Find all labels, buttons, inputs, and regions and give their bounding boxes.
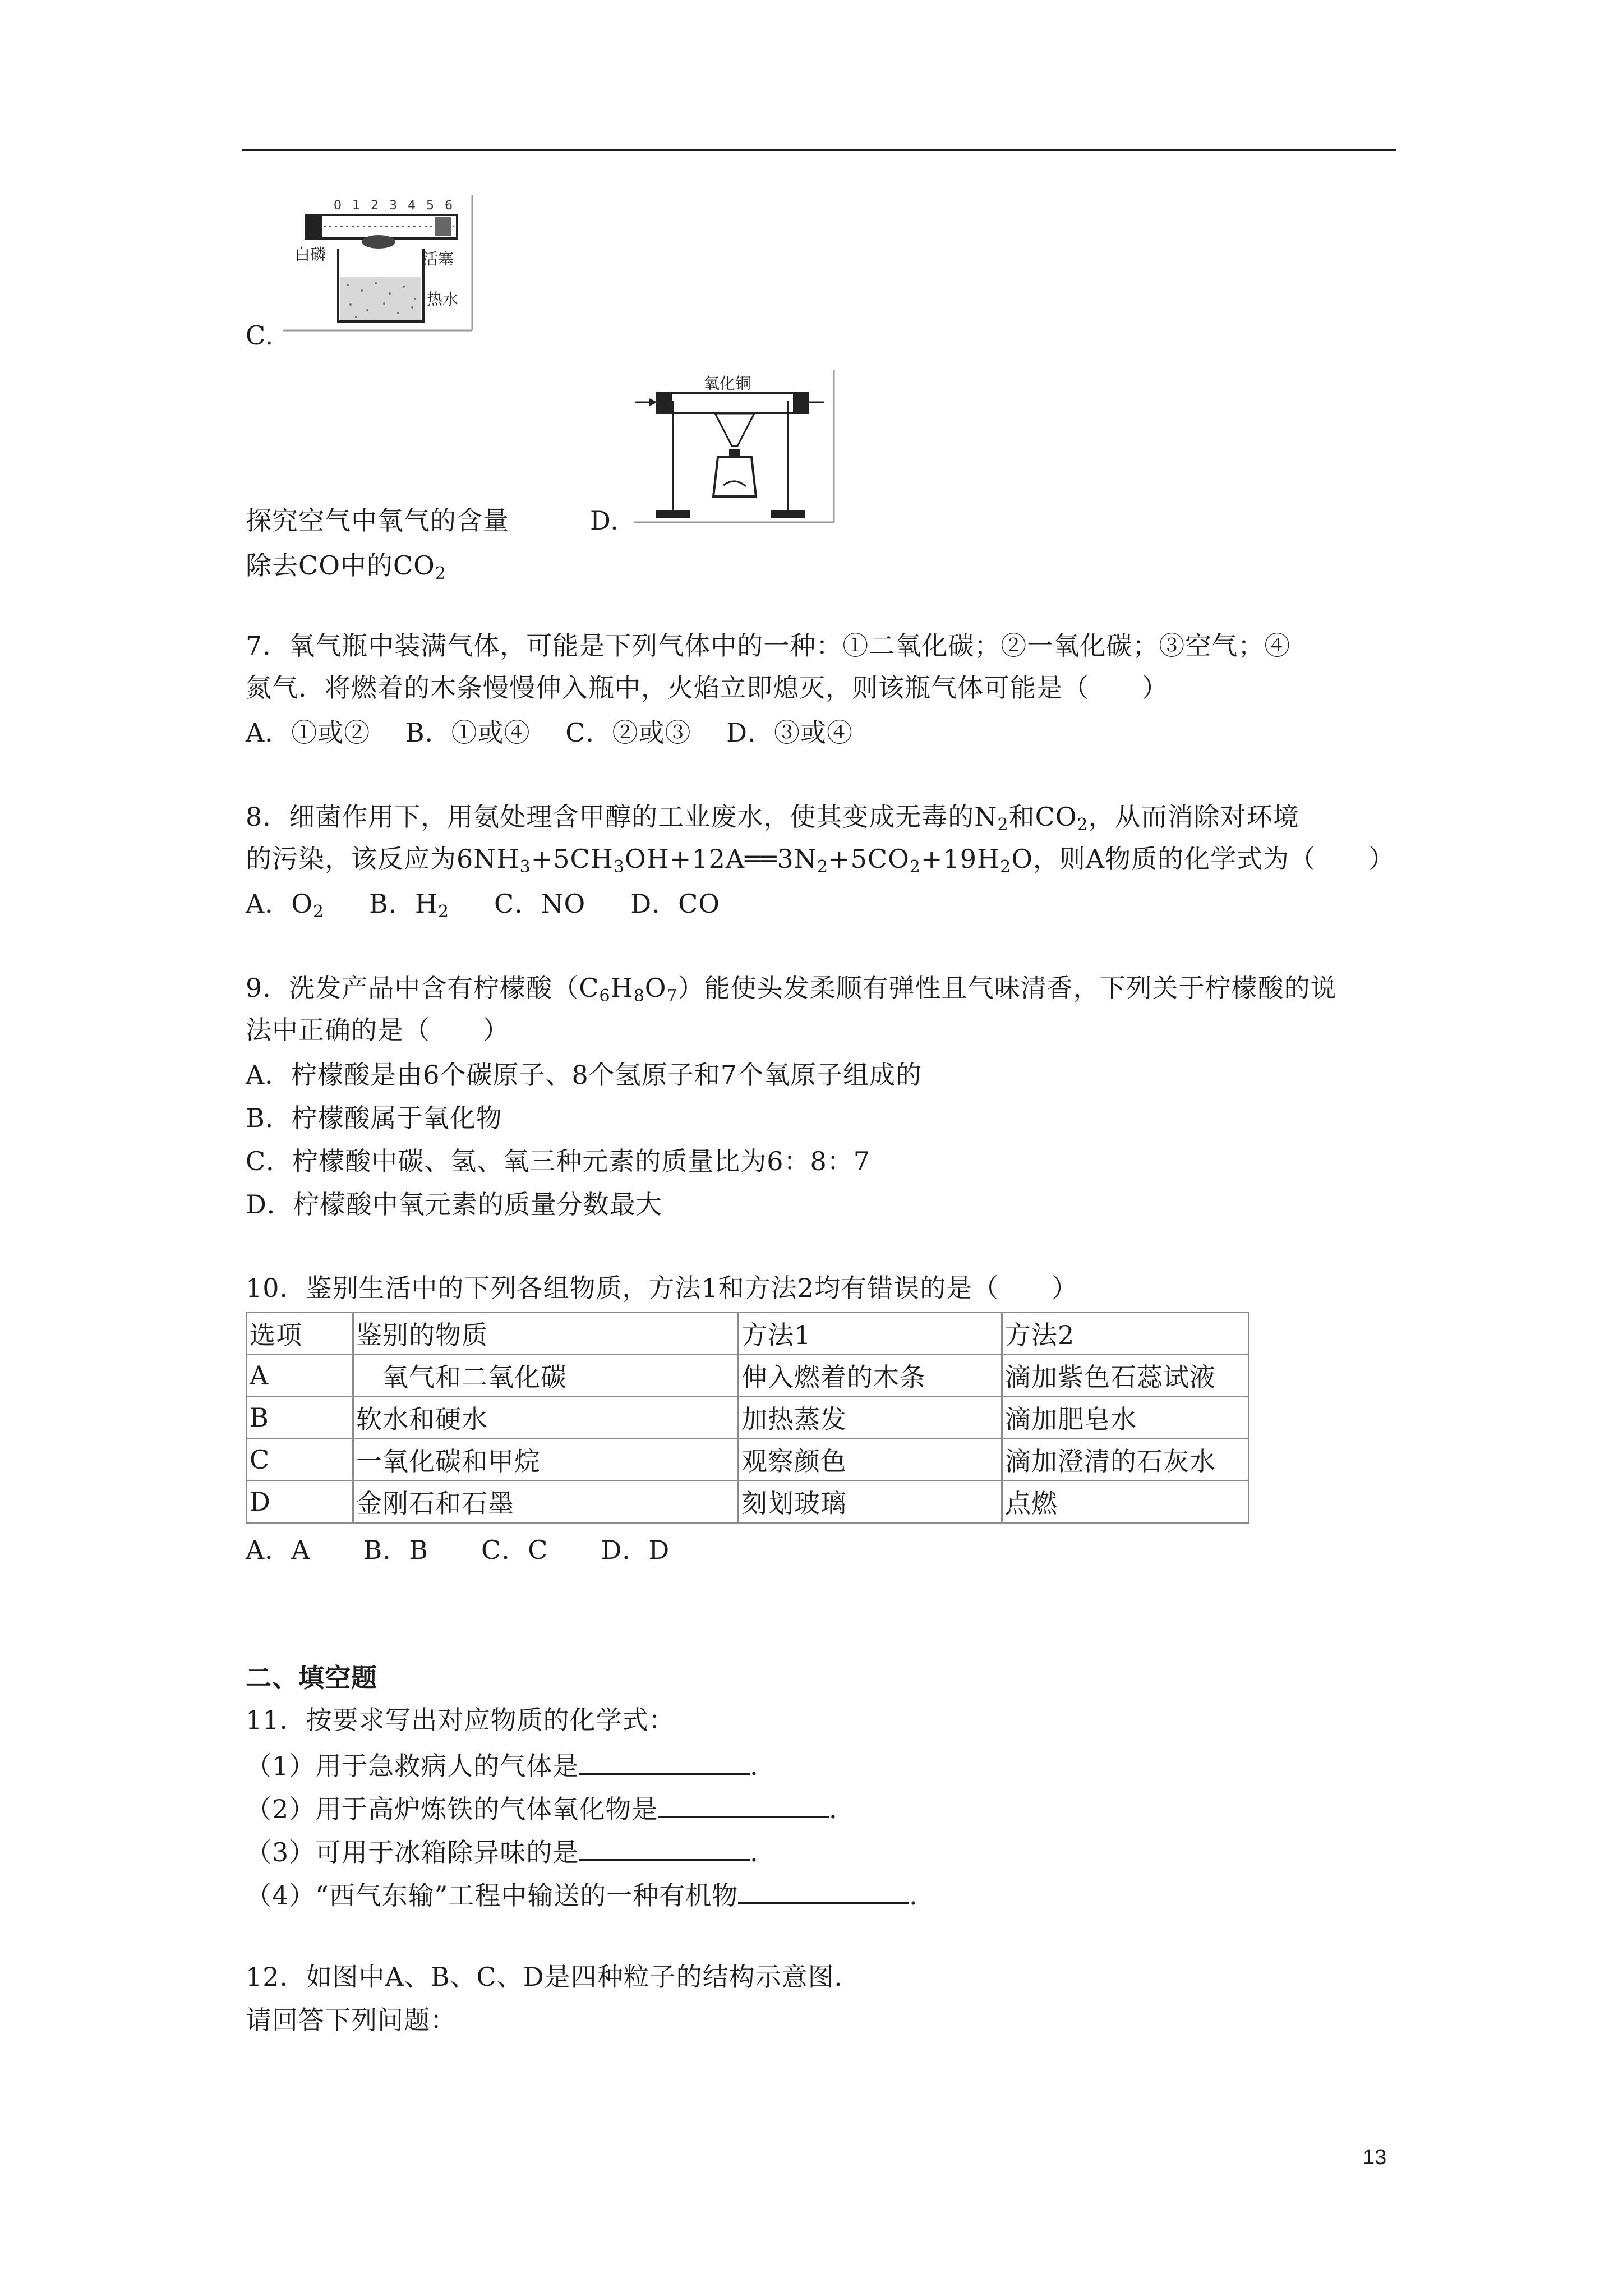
q7-stem-line2: 氮气．将燃着的木条慢慢伸入瓶中，火焰立即熄灭，则该瓶气体可能是（ ） — [246, 673, 1168, 703]
table-header-cell: 方法2 — [1002, 1313, 1249, 1355]
q11-item-1: （1）用于急救病人的气体是 ． — [246, 1751, 777, 1781]
table-row — [247, 1397, 1249, 1439]
figure-c-label-phosphorus: 白磷 — [294, 245, 326, 264]
q9-stem-line2: 法中正确的是（ ） — [246, 1015, 509, 1045]
figure-c-label-water: 热水 — [427, 290, 459, 309]
q9-option-c: C．柠檬酸中碳、氢、氧三种元素的质量比为6：8：7 — [246, 1146, 870, 1176]
q7-stem-line1: 7．氧气瓶中装满气体，可能是下列气体中的一种：①二氧化碳；②一氧化碳；③空气；④ — [246, 631, 1291, 661]
table-row — [247, 1355, 1249, 1397]
answer-blank[interactable] — [658, 1793, 829, 1818]
table-row — [247, 1439, 1249, 1481]
q12-stem-line2: 请回答下列问题： — [246, 2005, 457, 2035]
answer-blank[interactable] — [738, 1880, 909, 1904]
q7-options: A．①或② B．①或④ C．②或③ D．③或④ — [246, 717, 853, 748]
page-number: 13 — [1363, 2146, 1387, 2169]
table-cell: 滴加肥皂水 — [1002, 1397, 1249, 1439]
q9-option-b: B．柠檬酸属于氧化物 — [246, 1103, 502, 1133]
table-cell: A — [247, 1355, 353, 1397]
q11-item-2: （2）用于高炉炼铁的气体氧化物是 ． — [246, 1794, 856, 1824]
table-cell: 软水和硬水 — [353, 1397, 739, 1439]
q8-stem-line1: 8．细菌作用下，用氨处理含甲醇的工业废水，使其变成无毒的$N_2$和$CO_2$，从而消除对环境 — [246, 802, 1299, 835]
table-cell: B — [247, 1397, 353, 1439]
table-header-cell: 方法1 — [739, 1313, 1002, 1355]
table-cell: 滴加紫色石蕊试液 — [1002, 1355, 1249, 1397]
q6-option-d-caption: 除去CO中的$CO_2$ — [246, 550, 446, 583]
q11-item-4: （4）“西气东输”工程中输送的一种有机物 ． — [246, 1880, 936, 1911]
table-cell: D — [247, 1481, 353, 1523]
figure-d-label-tube: 氧化铜 — [704, 374, 751, 393]
table-cell: 一氧化碳和甲烷 — [353, 1439, 739, 1481]
table-cell: 氧气和二氧化碳 — [353, 1355, 739, 1397]
q12-stem-line1: 12．如图中A、B、C、D是四种粒子的结构示意图． — [246, 1962, 861, 1992]
header-rule — [242, 149, 1396, 151]
table-header-row — [247, 1313, 1249, 1355]
q8-options: A．$O_2$ B．$H_2$ C．NO D．CO — [246, 889, 721, 922]
table-cell: 点燃 — [1002, 1481, 1249, 1523]
table-cell: 加热蒸发 — [739, 1397, 1002, 1439]
table-cell: 观察颜色 — [739, 1439, 1002, 1481]
q8-stem-line2: 的污染，该反应为$6NH_3+5CH_3OH+12A══3N_2+5CO_2+19H_2O$，则A物质的化学式为（ ） — [246, 844, 1395, 877]
section-title: 二、填空题 — [246, 1663, 377, 1693]
table-row — [247, 1481, 1249, 1523]
q9-option-d: D．柠檬酸中氧元素的质量分数最大 — [246, 1189, 662, 1220]
q6-option-d-label: D. — [590, 505, 619, 536]
table-cell: 金刚石和石墨 — [353, 1481, 739, 1523]
q11-item-3: （3）可用于冰箱除异味的是 ． — [246, 1837, 777, 1867]
q10-table — [246, 1312, 1249, 1524]
q9-option-a: A．柠檬酸是由6个碳原子、8个氢原子和7个氧原子组成的 — [246, 1060, 923, 1090]
table-header-cell: 鉴别的物质 — [353, 1313, 739, 1355]
q6-option-c-caption: 探究空气中氧气的含量 — [246, 505, 509, 536]
q11-stem: 11．按要求写出对应物质的化学式： — [246, 1705, 675, 1735]
answer-blank[interactable] — [579, 1750, 750, 1775]
figure-c-label-plug: 活塞 — [422, 250, 454, 268]
q10-options: A．A B．B C．C D．D — [246, 1535, 670, 1565]
table-cell: C — [247, 1439, 353, 1481]
figure-c-apparatus — [283, 192, 474, 333]
q9-stem-line1: 9．洗发产品中含有柠檬酸$(C_6H_8O_7)$能使头发柔顺有弹性且气味清香，下列关于柠檬酸的说 — [246, 973, 1337, 1006]
table-cell: 刻划玻璃 — [739, 1481, 1002, 1523]
figure-c-ruler: 0 1 2 3 4 5 6 — [334, 199, 456, 213]
figure-d-apparatus — [634, 367, 836, 524]
table-header-cell: 选项 — [247, 1313, 353, 1355]
table-cell: 滴加澄清的石灰水 — [1002, 1439, 1249, 1481]
q6-option-c-label: C. — [246, 320, 274, 351]
table-cell: 伸入燃着的木条 — [739, 1355, 1002, 1397]
q10-stem: 10．鉴别生活中的下列各组物质，方法1和方法2均有错误的是（ ） — [246, 1273, 1078, 1303]
answer-blank[interactable] — [579, 1837, 750, 1861]
